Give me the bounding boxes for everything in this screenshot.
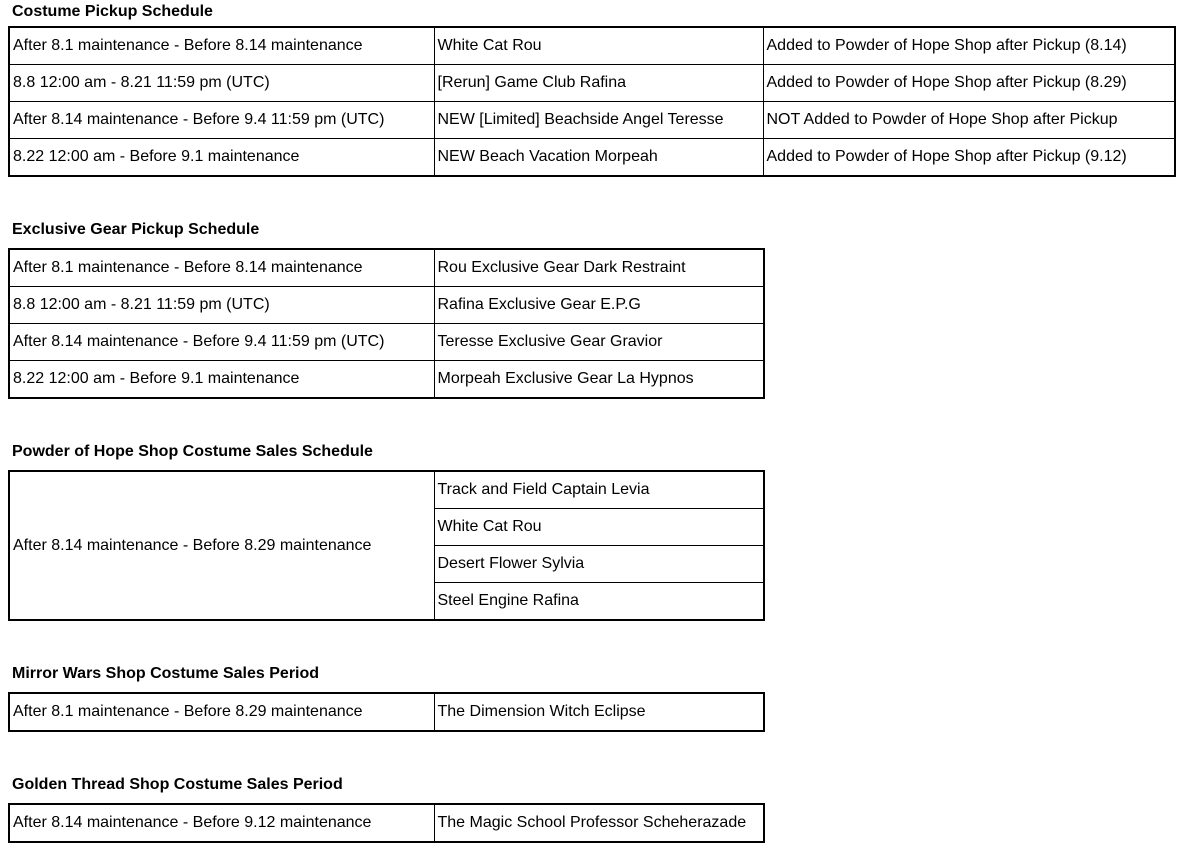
golden-thread-table — [8, 803, 765, 843]
powder-shop-table — [8, 470, 765, 621]
table-row — [9, 804, 764, 842]
pickup-period-cell: After 8.14 maintenance - Before 9.4 11:59 pm (UTC) — [9, 102, 434, 139]
costume-name-cell: NEW Beach Vacation Morpeah — [434, 139, 763, 177]
table-row — [9, 361, 764, 399]
pickup-period-cell: After 8.14 maintenance - Before 9.4 11:59 pm (UTC) — [9, 324, 434, 361]
pickup-period-cell: 8.22 12:00 am - Before 9.1 maintenance — [9, 361, 434, 399]
table-row — [9, 287, 764, 324]
shop-note-cell: Added to Powder of Hope Shop after Pickup (8.14) — [763, 27, 1175, 65]
pickup-period-cell: After 8.1 maintenance - Before 8.14 maintenance — [9, 27, 434, 65]
table-row — [9, 139, 1175, 177]
pickup-period-cell: 8.22 12:00 am - Before 9.1 maintenance — [9, 139, 434, 177]
sales-period-cell: After 8.1 maintenance - Before 8.29 maintenance — [9, 693, 434, 731]
costume-name-cell: White Cat Rou — [434, 509, 764, 546]
pickup-period-cell: After 8.1 maintenance - Before 8.14 maintenance — [9, 249, 434, 287]
costume-name-cell: [Rerun] Game Club Rafina — [434, 65, 763, 102]
sales-period-cell: After 8.14 maintenance - Before 8.29 maintenance — [9, 471, 434, 620]
mirror-wars-title: Mirror Wars Shop Costume Sales Period — [12, 665, 320, 682]
pickup-period-cell: 8.8 12:00 am - 8.21 11:59 pm (UTC) — [9, 287, 434, 324]
table-row — [9, 27, 1175, 65]
costume-name-cell: The Dimension Witch Eclipse — [434, 693, 764, 731]
gear-name-cell: Rou Exclusive Gear Dark Restraint — [434, 249, 764, 287]
shop-note-cell: Added to Powder of Hope Shop after Pickup (9.12) — [763, 139, 1175, 177]
costume-name-cell: NEW [Limited] Beachside Angel Teresse — [434, 102, 763, 139]
table-row — [9, 693, 764, 731]
gear-name-cell: Teresse Exclusive Gear Gravior — [434, 324, 764, 361]
costume-name-cell: Steel Engine Rafina — [434, 583, 764, 621]
costume-name-cell: The Magic School Professor Scheherazade — [434, 804, 764, 842]
costume-name-cell: White Cat Rou — [434, 27, 763, 65]
exclusive-gear-title: Exclusive Gear Pickup Schedule — [12, 221, 260, 238]
pickup-period-cell: 8.8 12:00 am - 8.21 11:59 pm (UTC) — [9, 65, 434, 102]
exclusive-gear-table — [8, 248, 765, 399]
table-row — [9, 65, 1175, 102]
golden-thread-title: Golden Thread Shop Costume Sales Period — [12, 776, 343, 793]
gear-name-cell: Rafina Exclusive Gear E.P.G — [434, 287, 764, 324]
table-row — [9, 324, 764, 361]
mirror-wars-table — [8, 692, 765, 732]
table-row — [9, 471, 764, 509]
costume-name-cell: Desert Flower Sylvia — [434, 546, 764, 583]
powder-shop-title: Powder of Hope Shop Costume Sales Schedule — [12, 443, 373, 460]
costume-name-cell: Track and Field Captain Levia — [434, 471, 764, 509]
gear-name-cell: Morpeah Exclusive Gear La Hypnos — [434, 361, 764, 399]
shop-note-cell: Added to Powder of Hope Shop after Pickup (8.29) — [763, 65, 1175, 102]
costume-pickup-title: Costume Pickup Schedule — [12, 3, 213, 20]
shop-note-cell: NOT Added to Powder of Hope Shop after Pickup — [763, 102, 1175, 139]
table-row — [9, 102, 1175, 139]
costume-pickup-table — [8, 26, 1176, 177]
sales-period-cell: After 8.14 maintenance - Before 9.12 maintenance — [9, 804, 434, 842]
table-row — [9, 249, 764, 287]
